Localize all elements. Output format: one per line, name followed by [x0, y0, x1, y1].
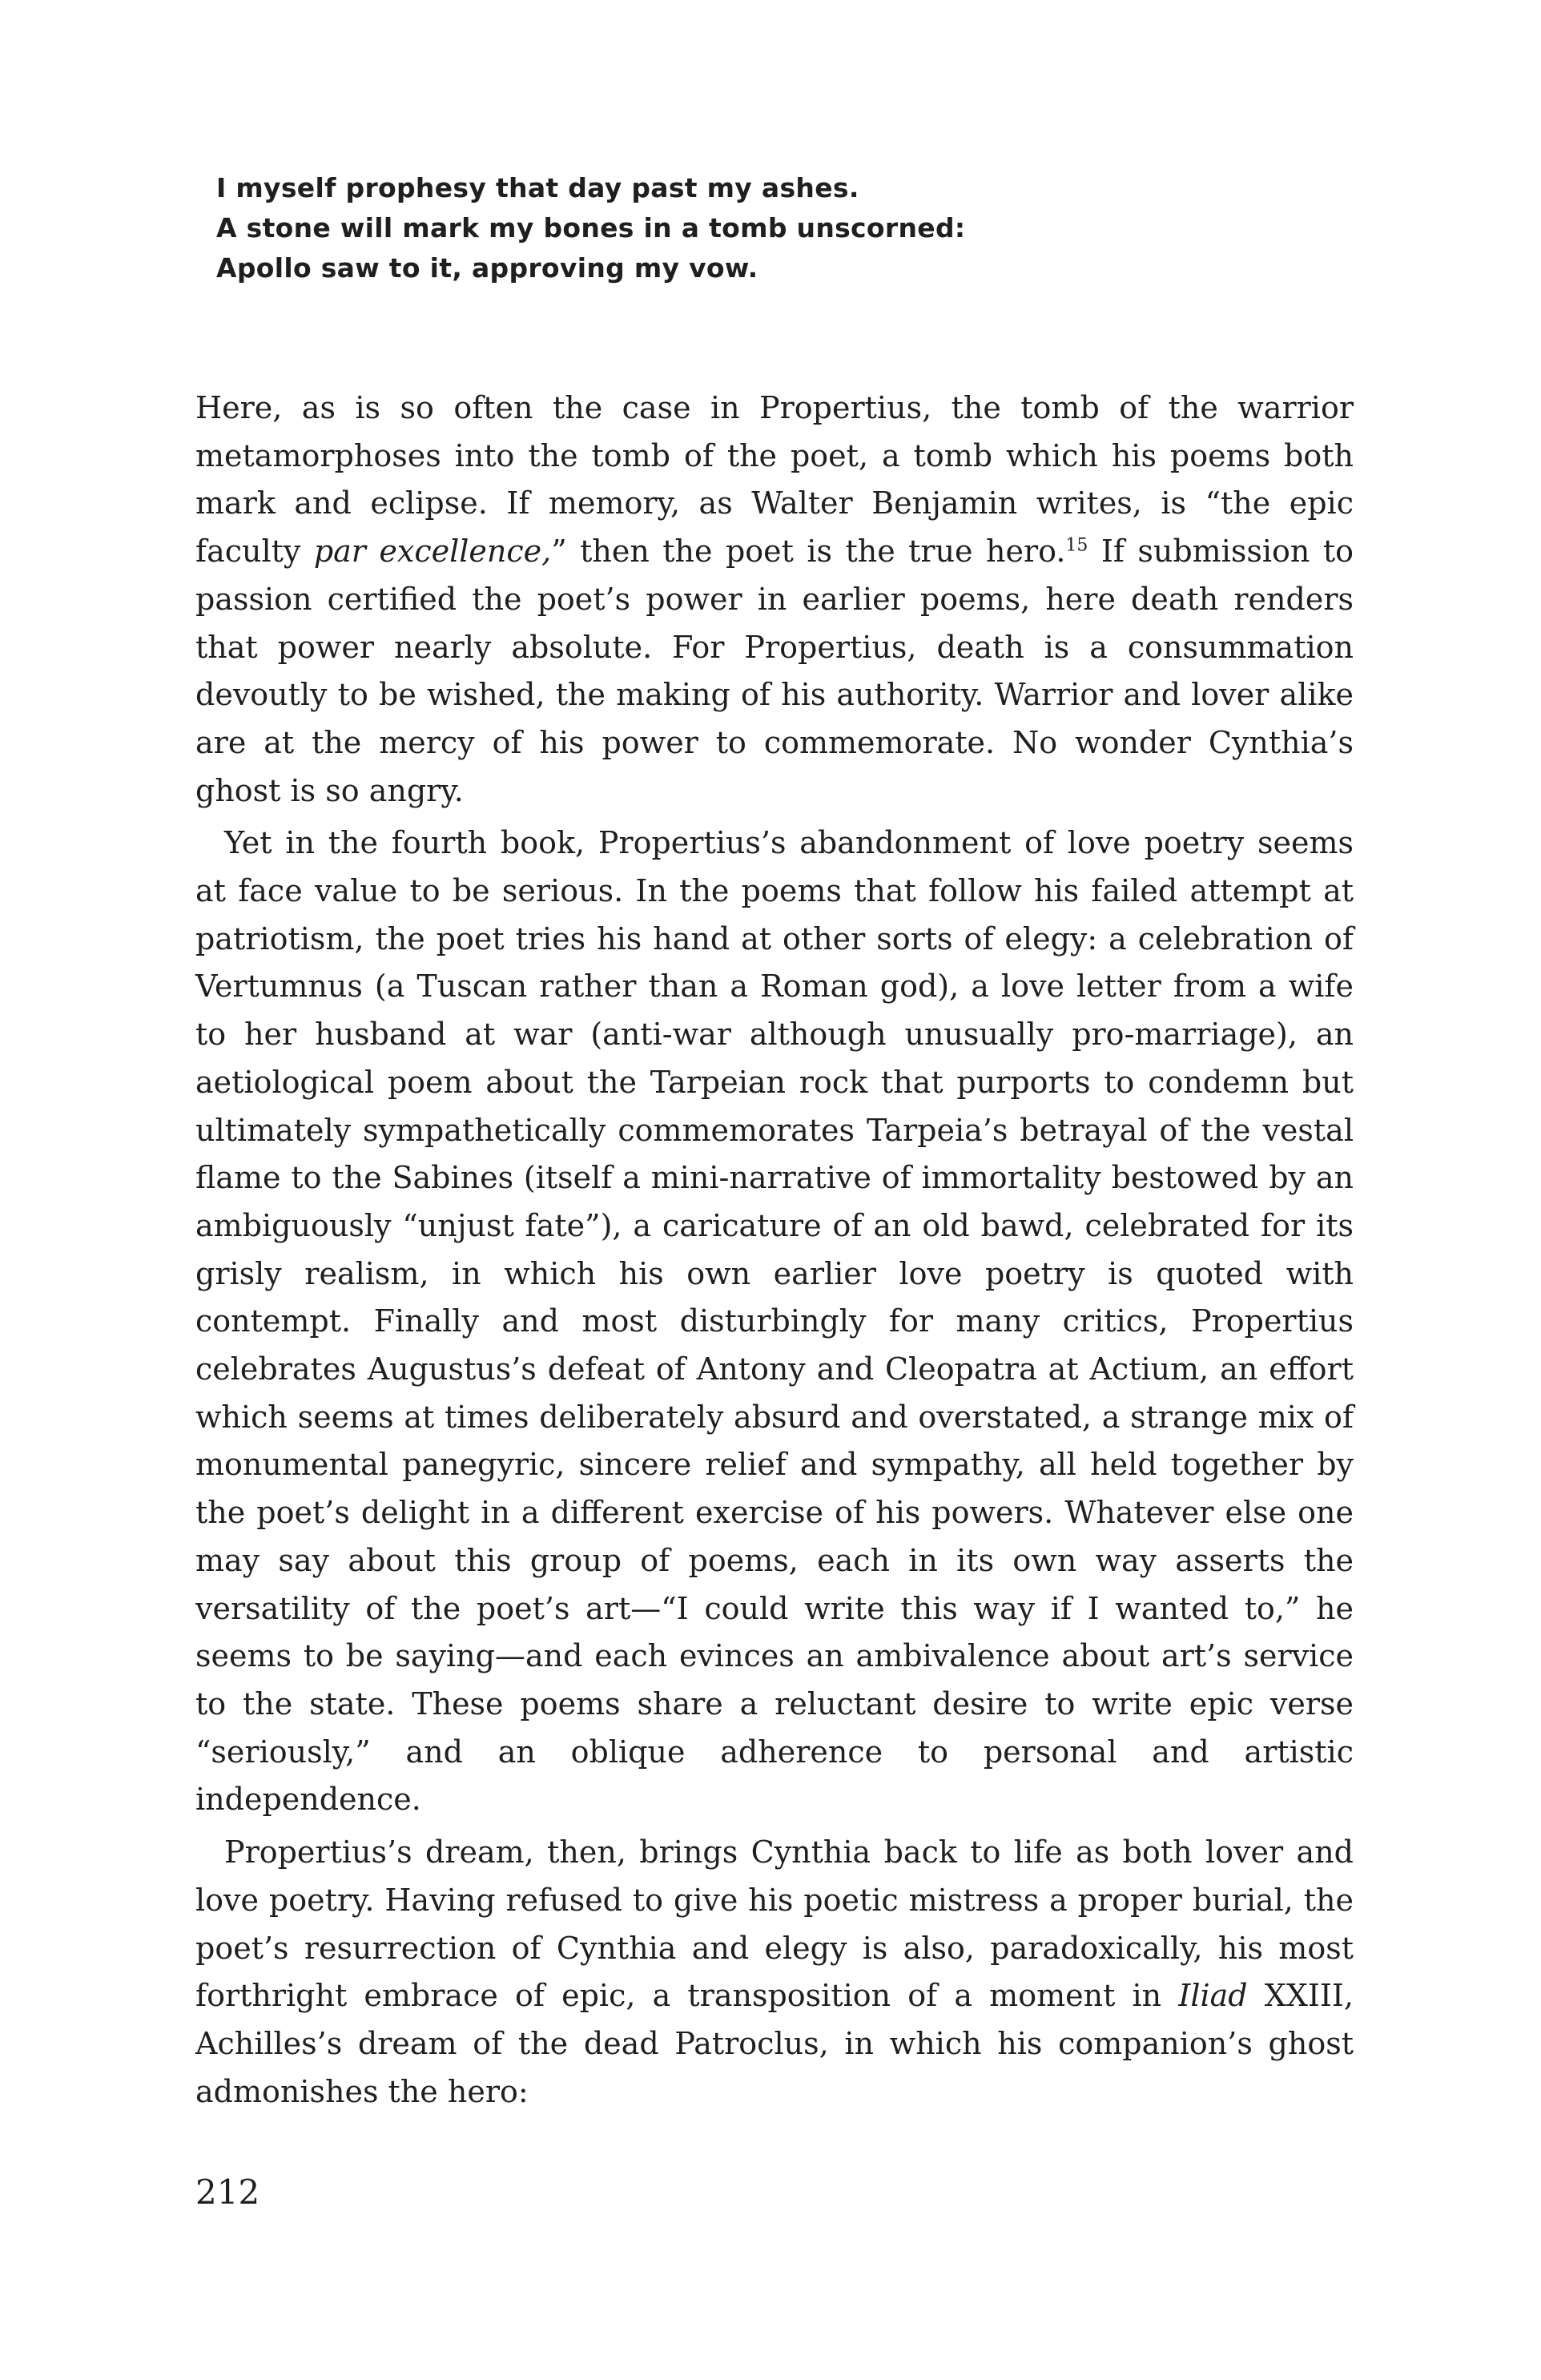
paragraph-1-text-d: If submission to passion certified the poet’s power in earlier poems, here death renders that power nearly absolute. For Propertius, death is a consummation devoutly to be wished, the making of his authority. Warrior and lover alike are at the mercy of his power to commemorate. No wonder Cynthia’s ghost is so angry.: [195, 534, 1354, 808]
paragraph-3-text-a: Propertius’s dream, then, brings Cynthia back to life as both lover and love poetry. Having refused to give his poetic mistress a proper burial, the poet’s resurrection of Cynthia and elegy is also, paradoxically, his most forthright embrace of epic, a transposition of a moment in: [195, 1834, 1354, 2014]
paragraph-1-text-c: ” then the poet is the true hero.: [551, 534, 1066, 570]
body-text: [195, 385, 1354, 2116]
verse-line-2: A stone will mark my bones in a tomb unscorned:: [216, 212, 966, 244]
paragraph-3: [195, 1829, 1354, 2116]
paragraph-1-italic-phrase: par excellence,: [313, 534, 552, 570]
verse-line-1: I myself prophesy that day past my ashes.: [216, 172, 859, 203]
verse-line-3: Apollo saw to it, approving my vow.: [216, 252, 758, 284]
paragraph-2: Yet in the fourth book, Propertius’s abandonment of love poetry seems at face value to be serious. In the poems that follow his failed attempt at patriotism, the poet tries his hand at other sorts of elegy: a celebration of Vertumnus (a Tuscan rather than a Roman god), a love letter from a wife to her husband at war (anti-war although unusually pro-marriage), an aetiological poem about the Tarpeian rock that purports to condemn but ultimately sympathetically commemorates Tarpeia’s betrayal of the vestal flame to the Sabines (itself a mini-narrative of immortality bestowed by an ambiguously “unjust fate”), a caricature of an old bawd, celebrated for its grisly realism, in which his own earlier love poetry is quoted with contempt. Finally and most disturbingly for many critics, Propertius celebrates Augustus’s defeat of Antony and Cleopatra at Actium, an effort which seems at times deliberately absurd and overstated, a strange mix of monumental panegyric, sincere relief and sympathy, all held together by the poet’s delight in a different exercise of his powers. Whatever else one may say about this group of poems, each in its own way asserts the versatility of the poet’s art—“I could write this way if I wanted to,” he seems to be saying—and each evinces an ambivalence about art’s service to the state. These poems share a reluctant desire to write epic verse “seriously,” and an oblique adherence to personal and artistic independence.: [195, 825, 1354, 1818]
page-number: 212: [195, 2173, 260, 2212]
paragraph-3-italic-title: Iliad: [1178, 1978, 1248, 2014]
verse-quotation: [216, 168, 1097, 288]
paragraph-3-text-c: XXIII, Achilles’s dream of the dead Patroclus, in which his companion’s ghost admonishes the hero:: [195, 1978, 1354, 2109]
footnote-marker-15: 15: [1065, 535, 1088, 556]
paragraph-1-text-a: Here, as is so often the case in Propertius, the tomb of the warrior metamorphoses into the tomb of the poet, a tomb which his poems both mark and eclipse. If memory, as Walter Benjamin writes, is “the epic faculty: [195, 390, 1354, 570]
paragraph-1: [195, 385, 1354, 815]
